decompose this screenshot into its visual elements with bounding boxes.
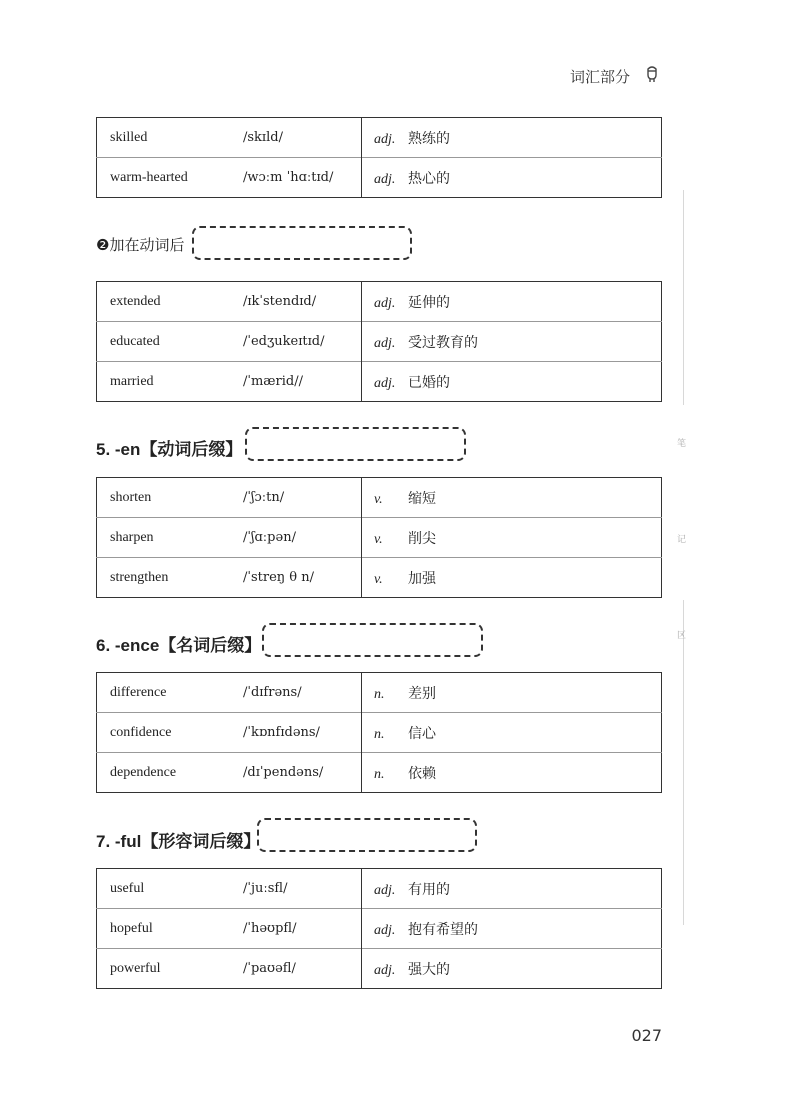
definition-cell [362,322,662,362]
note-box[interactable] [262,623,483,657]
table-row [97,713,662,753]
definition-cell [362,558,662,598]
section-heading: 7. -ful【形容词后缀】 [96,832,261,851]
part-of-speech: n. [374,766,385,782]
meaning: 延伸的 [408,294,450,311]
side-note-char: 区 [677,631,687,641]
meaning: 抱有希望的 [408,921,478,938]
phonetic: /ˈjuːsfl/ [243,881,288,896]
table-row [97,753,662,793]
definition-cell [362,909,662,949]
definition-cell [362,362,662,402]
vocab-table [96,117,662,198]
phonetic: /wɔːm ˈhɑːtɪd/ [243,158,362,198]
part-of-speech: v. [374,531,383,547]
table-row [97,518,662,558]
definition-cell [362,869,662,909]
word: hopeful [97,909,244,949]
part-of-speech: adj. [374,335,396,351]
table-row [97,869,662,909]
meaning: 有用的 [408,881,450,898]
vocab-table [96,672,662,793]
word: shorten [110,489,152,505]
table-row [97,362,662,402]
vocab-table [96,868,662,989]
part-of-speech: adj. [374,295,396,311]
word: useful [110,880,145,896]
part-of-speech: adj. [374,131,396,147]
meaning: 依赖 [408,765,436,782]
person-head-icon [645,66,659,86]
part-of-speech: adj. [374,962,396,978]
word: married [97,362,244,402]
definition-cell [362,478,662,518]
word: confidence [97,713,244,753]
meaning: 信心 [408,725,436,742]
note-box[interactable] [245,427,466,461]
table-row [97,909,662,949]
meaning: 强大的 [408,961,450,978]
phonetic: /ˈstreŋ θ n/ [243,558,362,598]
phonetic: /ˈʃɔːtn/ [243,490,285,505]
phonetic: /ˈʃɑːpən/ [243,518,362,558]
page-number: 027 [631,1026,662,1045]
phonetic: /ˈhəʊpfl/ [243,909,362,949]
table-row [97,558,662,598]
word: sharpen [97,518,244,558]
word: educated [97,322,244,362]
table-row [97,673,662,713]
table-row [97,118,662,158]
phonetic: /dɪˈpendəns/ [243,753,362,793]
meaning: 热心的 [408,170,450,187]
note-box[interactable] [192,226,412,260]
part-of-speech: v. [374,491,383,507]
part-of-speech: n. [374,686,385,702]
word: warm-hearted [97,158,244,198]
phonetic: /skɪld/ [243,130,283,145]
meaning: 已婚的 [408,374,450,391]
word: extended [110,293,161,309]
word: skilled [110,129,148,145]
definition-cell [362,118,662,158]
vocab-table [96,477,662,598]
part-of-speech: n. [374,726,385,742]
table-row [97,158,662,198]
definition-cell [362,713,662,753]
phonetic: /ˈdɪfrəns/ [243,685,302,700]
part-of-speech: adj. [374,375,396,391]
section-heading: 6. -ence【名词后缀】 [96,636,262,655]
definition-cell [362,949,662,989]
definition-cell [362,753,662,793]
part-of-speech: v. [374,571,383,587]
vocab-table [96,281,662,402]
meaning: 加强 [408,570,436,587]
meaning: 缩短 [408,490,436,507]
meaning: 差别 [408,685,436,702]
word: difference [110,684,167,700]
phonetic: /ˈkɒnfɪdəns/ [243,713,362,753]
section-heading: ❷加在动词后 [96,236,185,254]
phonetic: /ˈedʒukeɪtɪd/ [243,322,362,362]
definition-cell [362,673,662,713]
phonetic: /ˈpaʊəfl/ [243,949,362,989]
note-box[interactable] [257,818,477,852]
definition-cell [362,518,662,558]
meaning: 熟练的 [408,130,450,147]
page-header-title: 词汇部分 [569,68,630,86]
table-row [97,949,662,989]
word: strengthen [97,558,244,598]
section-heading: 5. -en【动词后缀】 [96,440,243,459]
table-row [97,282,662,322]
part-of-speech: adj. [374,882,396,898]
part-of-speech: adj. [374,171,396,187]
notes-margin-line [683,190,684,405]
definition-cell [362,158,662,198]
notes-margin-line [683,600,684,925]
phonetic: /ɪkˈstendɪd/ [243,294,317,309]
word: dependence [97,753,244,793]
word: powerful [97,949,244,989]
part-of-speech: adj. [374,922,396,938]
definition-cell [362,282,662,322]
meaning: 削尖 [408,530,436,547]
table-row [97,478,662,518]
side-note-char: 笔 [677,439,687,449]
meaning: 受过教育的 [408,334,478,351]
side-note-char: 记 [677,535,687,545]
table-row [97,322,662,362]
phonetic: /ˈmærid// [243,362,362,402]
